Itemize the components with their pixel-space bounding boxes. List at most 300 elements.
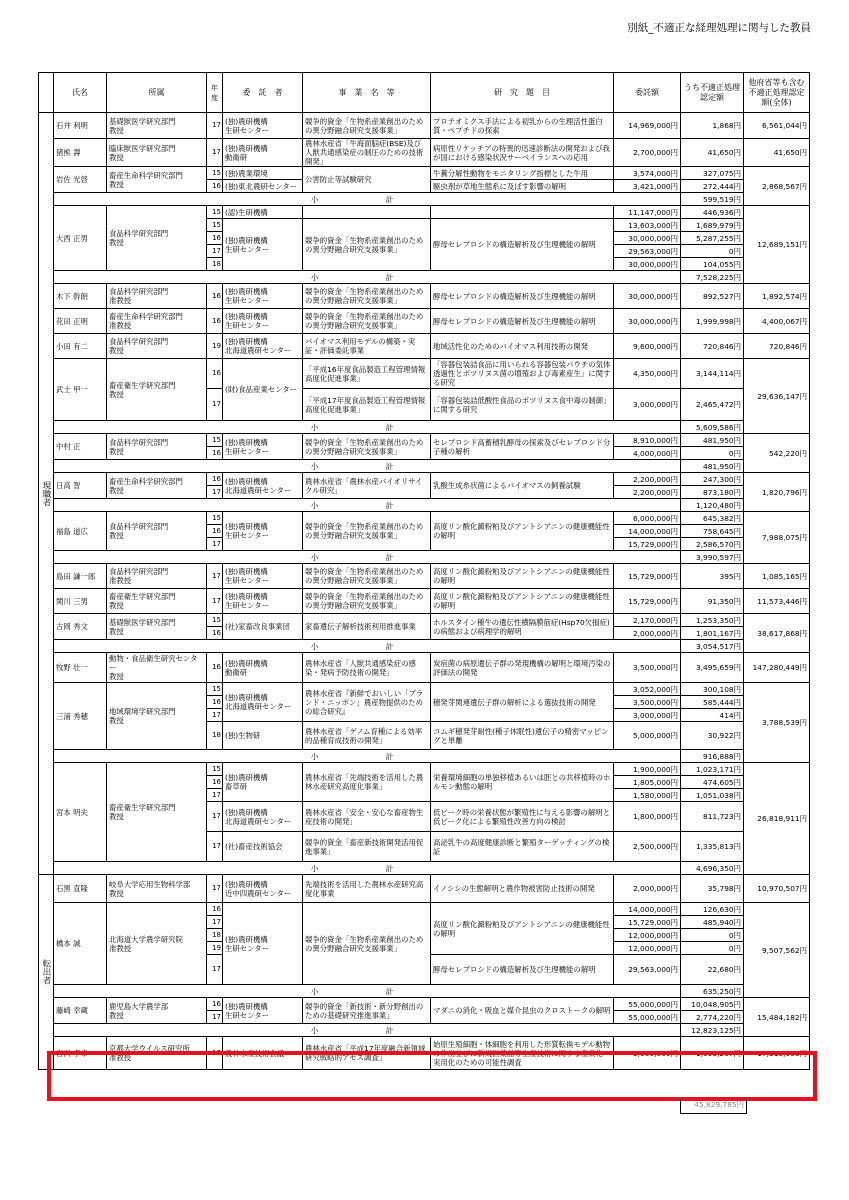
fiscal-year: 17 bbox=[207, 916, 223, 929]
research-title: 酵母セレブロシドの構造解析及び生理機能の解明 bbox=[431, 219, 614, 271]
person-affiliation: 基礎獣医学研究部門 教授 bbox=[107, 113, 207, 139]
total-improper-amount: 720,846円 bbox=[744, 334, 810, 359]
project-name: 農林水産省「ゲノム育種による効率的品種育成技術の開発」 bbox=[303, 722, 431, 750]
fiscal-year: 17 bbox=[207, 245, 223, 258]
fiscal-year: 15 bbox=[207, 167, 223, 180]
research-title: 高度リン酸化澱粉粕及びアントシアニンの健康機能性の解明 bbox=[431, 564, 614, 589]
consignment-amount: 3,000,000円 bbox=[614, 389, 681, 421]
consignment-amount: 8,910,000円 bbox=[614, 434, 681, 447]
fiscal-year: 15 bbox=[207, 434, 223, 447]
project-name: 家畜遺伝子解析技術利用推進事業 bbox=[303, 614, 431, 640]
total-improper-amount: 11,573,446円 bbox=[744, 589, 810, 614]
project-name: 競争的資金「生物系産業創出のための異分野融合研究支援事業」 bbox=[303, 284, 431, 309]
improper-amount: 0円 bbox=[681, 942, 744, 955]
subtotal-label: 小 計 bbox=[54, 421, 681, 434]
table-row bbox=[39, 284, 810, 309]
research-title: 低ビーク時の栄養状態が繁殖性に与える影響の解明と低ビーク化による繁殖性改善方向の検討 bbox=[431, 802, 614, 832]
research-title: 炭疽菌の病原遺伝子群の発現機構の解明と環境汚染の評価法の開発 bbox=[431, 653, 614, 683]
research-title: 高度リン酸化澱粉粕及びアントシアニンの健康機能性の解明 bbox=[431, 589, 614, 614]
total-improper-amount: 3,788,539円 bbox=[744, 683, 810, 763]
fiscal-year: 15 bbox=[207, 512, 223, 525]
consignment-amount: 2,170,000円 bbox=[614, 614, 681, 627]
consignor: (独)農研機構 生研センター bbox=[223, 309, 303, 334]
project-name: 農林水産省「農林水産バイオリサイクル研究」 bbox=[303, 473, 431, 499]
person-affiliation: 北海道大学農学研究院 准教授 bbox=[107, 903, 207, 985]
fiscal-year: 19 bbox=[207, 942, 223, 955]
table-row bbox=[39, 334, 810, 359]
person-name: 小田 有二 bbox=[54, 334, 107, 359]
person-name: 石井 利明 bbox=[54, 113, 107, 139]
consignment-amount: 1,805,000円 bbox=[614, 776, 681, 789]
table-row bbox=[39, 113, 810, 139]
consignor: (独)農研機構 動衛研 bbox=[223, 653, 303, 683]
fiscal-year: 16 bbox=[207, 180, 223, 193]
improper-amount: 1,868円 bbox=[681, 113, 744, 139]
fiscal-year: 19 bbox=[207, 334, 223, 359]
research-title: コムギ穂発芽耐性(種子休眠性)遺伝子の精密マッピングと単離 bbox=[431, 722, 614, 750]
improper-amount: 3,495,659円 bbox=[681, 653, 744, 683]
person-name: 藤崎 幸蔵 bbox=[54, 998, 107, 1024]
project-name: 「平成17年度食品製造工程管理情報高度化促進事業」 bbox=[303, 389, 431, 421]
table-row bbox=[39, 206, 810, 219]
improper-amount: 35,798円 bbox=[681, 875, 744, 903]
table-row bbox=[39, 359, 810, 389]
consignment-amount: 55,000,000円 bbox=[614, 1011, 681, 1024]
header-improper: うち不適正処理認定額 bbox=[681, 73, 744, 113]
person-name: 石黒 直隆 bbox=[54, 875, 107, 903]
consignment-amount: 1,580,000円 bbox=[614, 789, 681, 802]
consignment-amount: 30,000,000円 bbox=[614, 232, 681, 245]
improper-amount: 1,051,038円 bbox=[681, 789, 744, 802]
improper-amount: 720,846円 bbox=[681, 334, 744, 359]
consignor: (独)農研機構 生研センター bbox=[223, 564, 303, 589]
research-title: 栄養環境細胞の単独移植あるいは胚との共移植時のホルモン動態の解明 bbox=[431, 763, 614, 802]
consignor: (財)食品産業センター bbox=[223, 359, 303, 421]
improper-amount: 300,108円 bbox=[681, 683, 744, 696]
total-improper-amount: 7,988,075円 bbox=[744, 512, 810, 564]
fiscal-year: 15 bbox=[207, 219, 223, 232]
fiscal-year: 17 bbox=[207, 832, 223, 862]
consignor: (独)農研機構 生研センター bbox=[223, 589, 303, 614]
improper-amount: 22,680円 bbox=[681, 955, 744, 985]
improper-amount: 1,335,813円 bbox=[681, 832, 744, 862]
consignor: (独)農研機構 北海道農研センター bbox=[223, 683, 303, 722]
consignment-amount: 15,729,000円 bbox=[614, 916, 681, 929]
person-name: 猪熊 壽 bbox=[54, 139, 107, 167]
consignment-amount: 3,000,000円 bbox=[614, 709, 681, 722]
project-name bbox=[303, 206, 431, 219]
fiscal-year: 15 bbox=[207, 206, 223, 219]
total-improper-amount: 41,650円 bbox=[744, 139, 810, 167]
consignment-amount: 14,000,000円 bbox=[614, 525, 681, 538]
subtotal-row bbox=[39, 193, 810, 206]
header-research: 研 究 題 目 bbox=[431, 73, 614, 113]
project-name: 競争的資金「生物系産業創出のための異分野融合研究支援事業」 bbox=[303, 589, 431, 614]
improper-amount: 91,350円 bbox=[681, 589, 744, 614]
fiscal-year: 17 bbox=[207, 538, 223, 551]
fiscal-year: 17 bbox=[207, 486, 223, 499]
subtotal-value: 481,950円 bbox=[681, 460, 744, 473]
fiscal-year: 17 bbox=[207, 564, 223, 589]
total-improper-amount: 1,085,165円 bbox=[744, 564, 810, 589]
total-improper-amount: 29,636,147円 bbox=[744, 359, 810, 434]
improper-amount: 892,527円 bbox=[681, 284, 744, 309]
research-title: 「容器包装詰食品に用いられる容器包装パウチの気体透過性とボツリヌス菌の増殖および毒素産生」に関する研究 bbox=[431, 359, 614, 389]
research-title: 始原生殖細胞・体細胞を利用した形質転換モデル動物の作出並びに新規医薬品等生産技術に関する産業化・実用化のための可能性調査 bbox=[431, 1037, 614, 1070]
consignor: (社)畜産技術協会 bbox=[223, 832, 303, 862]
improper-amount: 474,605円 bbox=[681, 776, 744, 789]
subtotal-value: 5,609,586円 bbox=[681, 421, 744, 434]
research-title: 駆虫剤が草地生態系に及ぼす影響の解明 bbox=[431, 180, 614, 193]
fiscal-year: 17 bbox=[207, 802, 223, 832]
consignor: (独)東北農研センター bbox=[223, 180, 303, 193]
subtotal-value: 1,120,480円 bbox=[681, 499, 744, 512]
subtotal-label: 小 計 bbox=[54, 985, 681, 998]
subtotal-row bbox=[39, 551, 810, 564]
project-name: 競争的資金「新技術・新分野創出のための基礎研究推進事業」 bbox=[303, 998, 431, 1024]
consignment-amount: 6,000,000円 bbox=[614, 512, 681, 525]
grand-total: 45,829,785円 bbox=[680, 1099, 747, 1114]
fiscal-year: 16 bbox=[207, 284, 223, 309]
consignment-amount: 2,500,000円 bbox=[614, 832, 681, 862]
consignment-amount: 3,421,000円 bbox=[614, 180, 681, 193]
research-title: 穂発芽関連遺伝子群の解析による選抜技術の開発 bbox=[431, 683, 614, 722]
subtotal-row bbox=[39, 750, 810, 763]
improper-amount: 1,999,998円 bbox=[681, 309, 744, 334]
consignment-amount: 1,900,000円 bbox=[614, 763, 681, 776]
project-name: 農林水産省「人獣共通感染症の感染・発病予防技術の開発」 bbox=[303, 653, 431, 683]
consignment-amount: 3,052,000円 bbox=[614, 683, 681, 696]
research-title: プロテオミクス手法による初乳からの生理活性蛋白質・ペプチドの探索 bbox=[431, 113, 614, 139]
improper-amount: 327,075円 bbox=[681, 167, 744, 180]
person-name: 福島 道広 bbox=[54, 512, 107, 551]
consignor: (独)農研機構 動衛研 bbox=[223, 139, 303, 167]
subtotal-row bbox=[39, 460, 810, 473]
consignment-amount: 14,969,000円 bbox=[614, 113, 681, 139]
person-affiliation: 食品科学研究部門 教授 bbox=[107, 512, 207, 551]
subtotal-label: 小 計 bbox=[54, 640, 681, 653]
improper-amount: 1,023,171円 bbox=[681, 763, 744, 776]
improper-amount: 10,048,905円 bbox=[681, 998, 744, 1011]
person-affiliation: 畜産衛生学研究部門 教授 bbox=[107, 589, 207, 614]
total-improper-amount: 6,561,044円 bbox=[744, 113, 810, 139]
fiscal-year: 17 bbox=[207, 1037, 223, 1070]
fiscal-year: 16 bbox=[207, 473, 223, 486]
consignment-amount: 3,574,000円 bbox=[614, 167, 681, 180]
person-name: 関川 三男 bbox=[54, 589, 107, 614]
fiscal-year: 16 bbox=[207, 653, 223, 683]
fiscal-year: 16 bbox=[207, 903, 223, 916]
consignment-amount: 15,729,000円 bbox=[614, 564, 681, 589]
consignment-amount: 13,603,000円 bbox=[614, 219, 681, 232]
person-name: 古岡 秀文 bbox=[54, 614, 107, 640]
person-affiliation: 食品科学研究部門 教授 bbox=[107, 206, 207, 271]
improper-amount: 811,723円 bbox=[681, 802, 744, 832]
research-title: 地域活性化のためのバイオマス利用技術の開発 bbox=[431, 334, 614, 359]
subtotal-value: 916,888円 bbox=[681, 750, 744, 763]
consignment-amount: 2,700,000円 bbox=[614, 139, 681, 167]
consignment-amount: 9,600,000円 bbox=[614, 334, 681, 359]
subtotal-label: 小 計 bbox=[54, 1024, 681, 1037]
person-name: 日高 智 bbox=[54, 473, 107, 499]
improper-amount: 30,922円 bbox=[681, 722, 744, 750]
research-title: 「容器包装詰低酸性食品のボツリヌス食中毒の制御」に関する研究 bbox=[431, 389, 614, 421]
header-affil: 所属 bbox=[107, 73, 207, 113]
total-improper-amount: 12,689,151円 bbox=[744, 206, 810, 284]
fiscal-year: 16 bbox=[207, 525, 223, 538]
improper-amount: 1,689,979円 bbox=[681, 219, 744, 232]
project-name: 「平成16年度食品製造工程管理情報高度化促進事業」 bbox=[303, 359, 431, 389]
research-title: 高度リン酸化澱粉粕及びアントシアニンの健康機能性の解明 bbox=[431, 903, 614, 955]
category-transferred: 転出者 bbox=[39, 875, 54, 1070]
subtotal-row bbox=[39, 271, 810, 284]
person-name: 木下 幹朗 bbox=[54, 284, 107, 309]
improper-amount: 247,300円 bbox=[681, 473, 744, 486]
consignment-amount: 2,000,000円 bbox=[614, 875, 681, 903]
fiscal-year: 17 bbox=[207, 113, 223, 139]
research-title: 高度リン酸化澱粉粕及びアントシアニンの健康機能性の解明 bbox=[431, 512, 614, 551]
consignment-amount: 14,000,000円 bbox=[614, 903, 681, 916]
consignment-amount: 12,000,000円 bbox=[614, 942, 681, 955]
subtotal-value: 12,823,125円 bbox=[681, 1024, 744, 1037]
improper-amount: 485,940円 bbox=[681, 916, 744, 929]
consignment-amount: 4,350,000円 bbox=[614, 359, 681, 389]
project-name: 農林水産省「安全・安心な畜産物生産技術の開発」 bbox=[303, 802, 431, 832]
table-row bbox=[39, 998, 810, 1011]
table-row bbox=[39, 512, 810, 525]
subtotal-label: 小 計 bbox=[54, 460, 681, 473]
subtotal-value: 599,519円 bbox=[681, 193, 744, 206]
person-name: 牧野 壮一 bbox=[54, 653, 107, 683]
consignment-amount: 30,000,000円 bbox=[614, 258, 681, 271]
improper-amount: 873,180円 bbox=[681, 486, 744, 499]
fiscal-year: 18 bbox=[207, 929, 223, 942]
fiscal-year: 16 bbox=[207, 359, 223, 389]
person-affiliation: 食品科学研究部門 准教授 bbox=[107, 284, 207, 309]
subtotal-row bbox=[39, 499, 810, 512]
person-affiliation: 畜産生命科学研究部門 教授 bbox=[107, 167, 207, 193]
header-year: 年度 bbox=[207, 73, 223, 113]
improper-amount: 3,144,114円 bbox=[681, 359, 744, 389]
research-title: 乳酸生成糸状菌によるバイオマスの飼養試験 bbox=[431, 473, 614, 499]
consignor: (独)農研機構 畜草研 bbox=[223, 763, 303, 802]
person-affiliation: 基礎獣医学研究部門 教授 bbox=[107, 614, 207, 640]
table-row bbox=[39, 589, 810, 614]
consignor: (独)農研機構 生研センター bbox=[223, 903, 303, 985]
subtotal-row bbox=[39, 421, 810, 434]
subtotal-value: 4,696,350円 bbox=[681, 862, 744, 875]
subtotal-row bbox=[39, 640, 810, 653]
consignment-amount: 3,500,000円 bbox=[614, 653, 681, 683]
header-total: 他府省等も含む不適正処理認定額(全体) bbox=[744, 73, 810, 113]
total-improper-amount: 26,818,911円 bbox=[744, 763, 810, 875]
consignment-amount: 4,000,000円 bbox=[614, 447, 681, 460]
fiscal-year: 18 bbox=[207, 722, 223, 750]
research-title: ホルスタイン種牛の遺伝性横隔膜筋症(Hsp70欠損症)の病態および病理学的解明 bbox=[431, 614, 614, 640]
table-row bbox=[39, 875, 810, 903]
header-name: 氏名 bbox=[54, 73, 107, 113]
total-improper-amount: 10,970,507円 bbox=[744, 875, 810, 903]
project-name: 公害防止等試験研究 bbox=[303, 167, 431, 193]
person-affiliation: 食品科学研究部門 准教授 bbox=[107, 564, 207, 589]
consignment-amount: 15,729,000円 bbox=[614, 538, 681, 551]
header-project: 事 業 名 等 bbox=[303, 73, 431, 113]
table-row bbox=[39, 473, 810, 486]
improper-amount: 2,465,472円 bbox=[681, 389, 744, 421]
consignor: (独)農研機構 生研センター bbox=[223, 113, 303, 139]
consignment-amount: 1,800,000円 bbox=[614, 802, 681, 832]
person-affiliation: 畜産衛生学研究部門 教授 bbox=[107, 359, 207, 421]
total-improper-amount: 17,318,966円 bbox=[744, 1037, 810, 1070]
fiscal-year: 16 bbox=[207, 232, 223, 245]
research-title bbox=[431, 206, 614, 219]
consignor: (独)農研機構 生研センター bbox=[223, 434, 303, 460]
consignment-amount: 55,000,000円 bbox=[614, 998, 681, 1011]
total-improper-amount: 9,507,562円 bbox=[744, 903, 810, 998]
improper-amount: 2,774,220円 bbox=[681, 1011, 744, 1024]
table-row bbox=[39, 903, 810, 916]
total-improper-amount: 147,280,449円 bbox=[744, 653, 810, 683]
subtotal-value: 635,250円 bbox=[681, 985, 744, 998]
page-title: 別紙_不適正な経理処理に関与した教員 bbox=[627, 22, 811, 34]
consignment-amount: 15,729,000円 bbox=[614, 589, 681, 614]
improper-amount: 41,650円 bbox=[681, 139, 744, 167]
consignment-amount: 5,000,000円 bbox=[614, 722, 681, 750]
research-title: イノシシの生態解明と農作物被害防止技術の開発 bbox=[431, 875, 614, 903]
total-improper-amount: 15,484,182円 bbox=[744, 998, 810, 1037]
consignor: (認)生研機構 bbox=[223, 206, 303, 219]
table-row bbox=[39, 763, 810, 776]
project-name: 農林水産省『新鮮でおいしい「ブランド・ニッポン」農産物提供のための総合研究』 bbox=[303, 683, 431, 722]
research-title: 酵母セレブロシドの構造解析及び生理機能の解明 bbox=[431, 284, 614, 309]
consignment-amount: 12,000,000円 bbox=[614, 929, 681, 942]
fiscal-year: 16 bbox=[207, 447, 223, 460]
consignor: (独)農研機構 近中四農研センター bbox=[223, 875, 303, 903]
table-row bbox=[39, 309, 810, 334]
project-name: 競争的資金「生物系産業創出のための異分野融合研究支援事業」 bbox=[303, 434, 431, 460]
research-title: 酵母セレブロシドの構造解析及び生理機能の解明 bbox=[431, 955, 614, 985]
total-improper-amount: 38,617,868円 bbox=[744, 614, 810, 653]
improper-accounting-table bbox=[38, 72, 810, 1070]
improper-amount: 0円 bbox=[681, 929, 744, 942]
table-row bbox=[39, 653, 810, 683]
person-affiliation: 食品科学研究部門 教授 bbox=[107, 434, 207, 460]
fiscal-year: 17 bbox=[207, 955, 223, 985]
fiscal-year: 17 bbox=[207, 709, 223, 722]
person-affiliation: 動物・食品衛生研究センター 教授 bbox=[107, 653, 207, 683]
consignment-amount: 2,200,000円 bbox=[614, 486, 681, 499]
project-name: 競争的資金「生物系産業創出のための異分野融合研究支援事業」 bbox=[303, 309, 431, 334]
fiscal-year: 17 bbox=[207, 875, 223, 903]
fiscal-year: 15 bbox=[207, 614, 223, 627]
person-affiliation: 鹿児島大学農学部 教授 bbox=[107, 998, 207, 1024]
person-affiliation: 畜産衛生学研究部門 教授 bbox=[107, 763, 207, 862]
table-row bbox=[39, 564, 810, 589]
consignor: (独)農研機構 生研センター bbox=[223, 219, 303, 271]
consignor: 農林水産技術会議 bbox=[223, 1037, 303, 1070]
table-row bbox=[39, 139, 810, 167]
research-title: 高泌乳牛の高度健康診断と繁殖ターゲッティングの検証 bbox=[431, 832, 614, 862]
research-title: 牛糞分解性動物をモニタリング指標とした牛用 bbox=[431, 167, 614, 180]
consignment-amount: 29,563,000円 bbox=[614, 955, 681, 985]
fiscal-year: 16 bbox=[207, 998, 223, 1011]
improper-amount: 0円 bbox=[681, 245, 744, 258]
project-name: バイオマス利用モデルの構築・実証・評価委託事業 bbox=[303, 334, 431, 359]
fiscal-year: 15 bbox=[207, 763, 223, 776]
subtotal-label: 小 計 bbox=[54, 193, 681, 206]
improper-amount: 2,586,570円 bbox=[681, 538, 744, 551]
subtotal-row bbox=[39, 1024, 810, 1037]
consignment-amount: 2,200,000円 bbox=[614, 473, 681, 486]
fiscal-year: 18 bbox=[207, 258, 223, 271]
project-name: 競争的資金「畜産新技術開発活用促進事業」 bbox=[303, 832, 431, 862]
project-name: 農林水産省「平成17年度融合新領域研究戦略的アセス調査」 bbox=[303, 1037, 431, 1070]
subtotal-label: 小 計 bbox=[54, 551, 681, 564]
consignor: (独)農研機構 生研センター bbox=[223, 284, 303, 309]
improper-amount: 481,950円 bbox=[681, 434, 744, 447]
consignment-amount: 30,000,000円 bbox=[614, 309, 681, 334]
fiscal-year: 17 bbox=[207, 139, 223, 167]
subtotal-label: 小 計 bbox=[54, 750, 681, 763]
header-row bbox=[39, 73, 810, 113]
person-name: 岩佐 光啓 bbox=[54, 167, 107, 193]
subtotal-value: 7,528,225円 bbox=[681, 271, 744, 284]
improper-amount: 5,287,255円 bbox=[681, 232, 744, 245]
project-name: 競争的資金「生物系産業創出のための異分野融合研究支援事業」 bbox=[303, 512, 431, 551]
improper-amount: 1,801,167円 bbox=[681, 627, 744, 640]
consignor: (独)生物研 bbox=[223, 722, 303, 750]
improper-amount: 272,444円 bbox=[681, 180, 744, 193]
table-row bbox=[39, 167, 810, 180]
improper-amount: 104,055円 bbox=[681, 258, 744, 271]
consignment-amount: 2,000,000円 bbox=[614, 627, 681, 640]
person-name: 宮本 明夫 bbox=[54, 763, 107, 862]
subtotal-row bbox=[39, 862, 810, 875]
consignor: (独)農研機構 生研センター bbox=[223, 998, 303, 1024]
person-affiliation: 畜産生命科学研究部門 准教授 bbox=[107, 309, 207, 334]
improper-amount: 1,093,207円 bbox=[681, 1037, 744, 1070]
improper-amount: 446,936円 bbox=[681, 206, 744, 219]
fiscal-year: 15 bbox=[207, 683, 223, 696]
improper-amount: 414円 bbox=[681, 709, 744, 722]
subtotal-value: 3,054,517円 bbox=[681, 640, 744, 653]
consignment-amount: 30,000,000円 bbox=[614, 284, 681, 309]
improper-amount: 0円 bbox=[681, 447, 744, 460]
total-improper-amount: 1,892,574円 bbox=[744, 284, 810, 309]
person-name: 武士 甲一 bbox=[54, 359, 107, 421]
total-improper-amount: 4,400,067円 bbox=[744, 309, 810, 334]
fiscal-year: 16 bbox=[207, 309, 223, 334]
fiscal-year: 16 bbox=[207, 776, 223, 789]
total-improper-amount: 1,820,796円 bbox=[744, 473, 810, 512]
highlight-box bbox=[47, 1051, 817, 1101]
improper-amount: 758,645円 bbox=[681, 525, 744, 538]
consignor: (独)農研機構 北海道農研センター bbox=[223, 802, 303, 832]
person-name: 橋本 誠 bbox=[54, 903, 107, 985]
subtotal-label: 小 計 bbox=[54, 862, 681, 875]
person-affiliation: 京都大学ウイルス研究所 准教授 bbox=[107, 1037, 207, 1070]
fiscal-year: 16 bbox=[207, 696, 223, 709]
category-current: 現職者 bbox=[39, 113, 54, 875]
header-consignor: 委 託 者 bbox=[223, 73, 303, 113]
person-affiliation: 臨床獣医学研究部門 教授 bbox=[107, 139, 207, 167]
fiscal-year: 17 bbox=[207, 1011, 223, 1024]
person-name: 花田 正明 bbox=[54, 309, 107, 334]
person-affiliation: 畜産生命科学研究部門 教授 bbox=[107, 473, 207, 499]
consignment-amount: 3,500,000円 bbox=[614, 696, 681, 709]
header-amount: 委託額 bbox=[614, 73, 681, 113]
person-affiliation: 食品科学研究部門 教授 bbox=[107, 334, 207, 359]
